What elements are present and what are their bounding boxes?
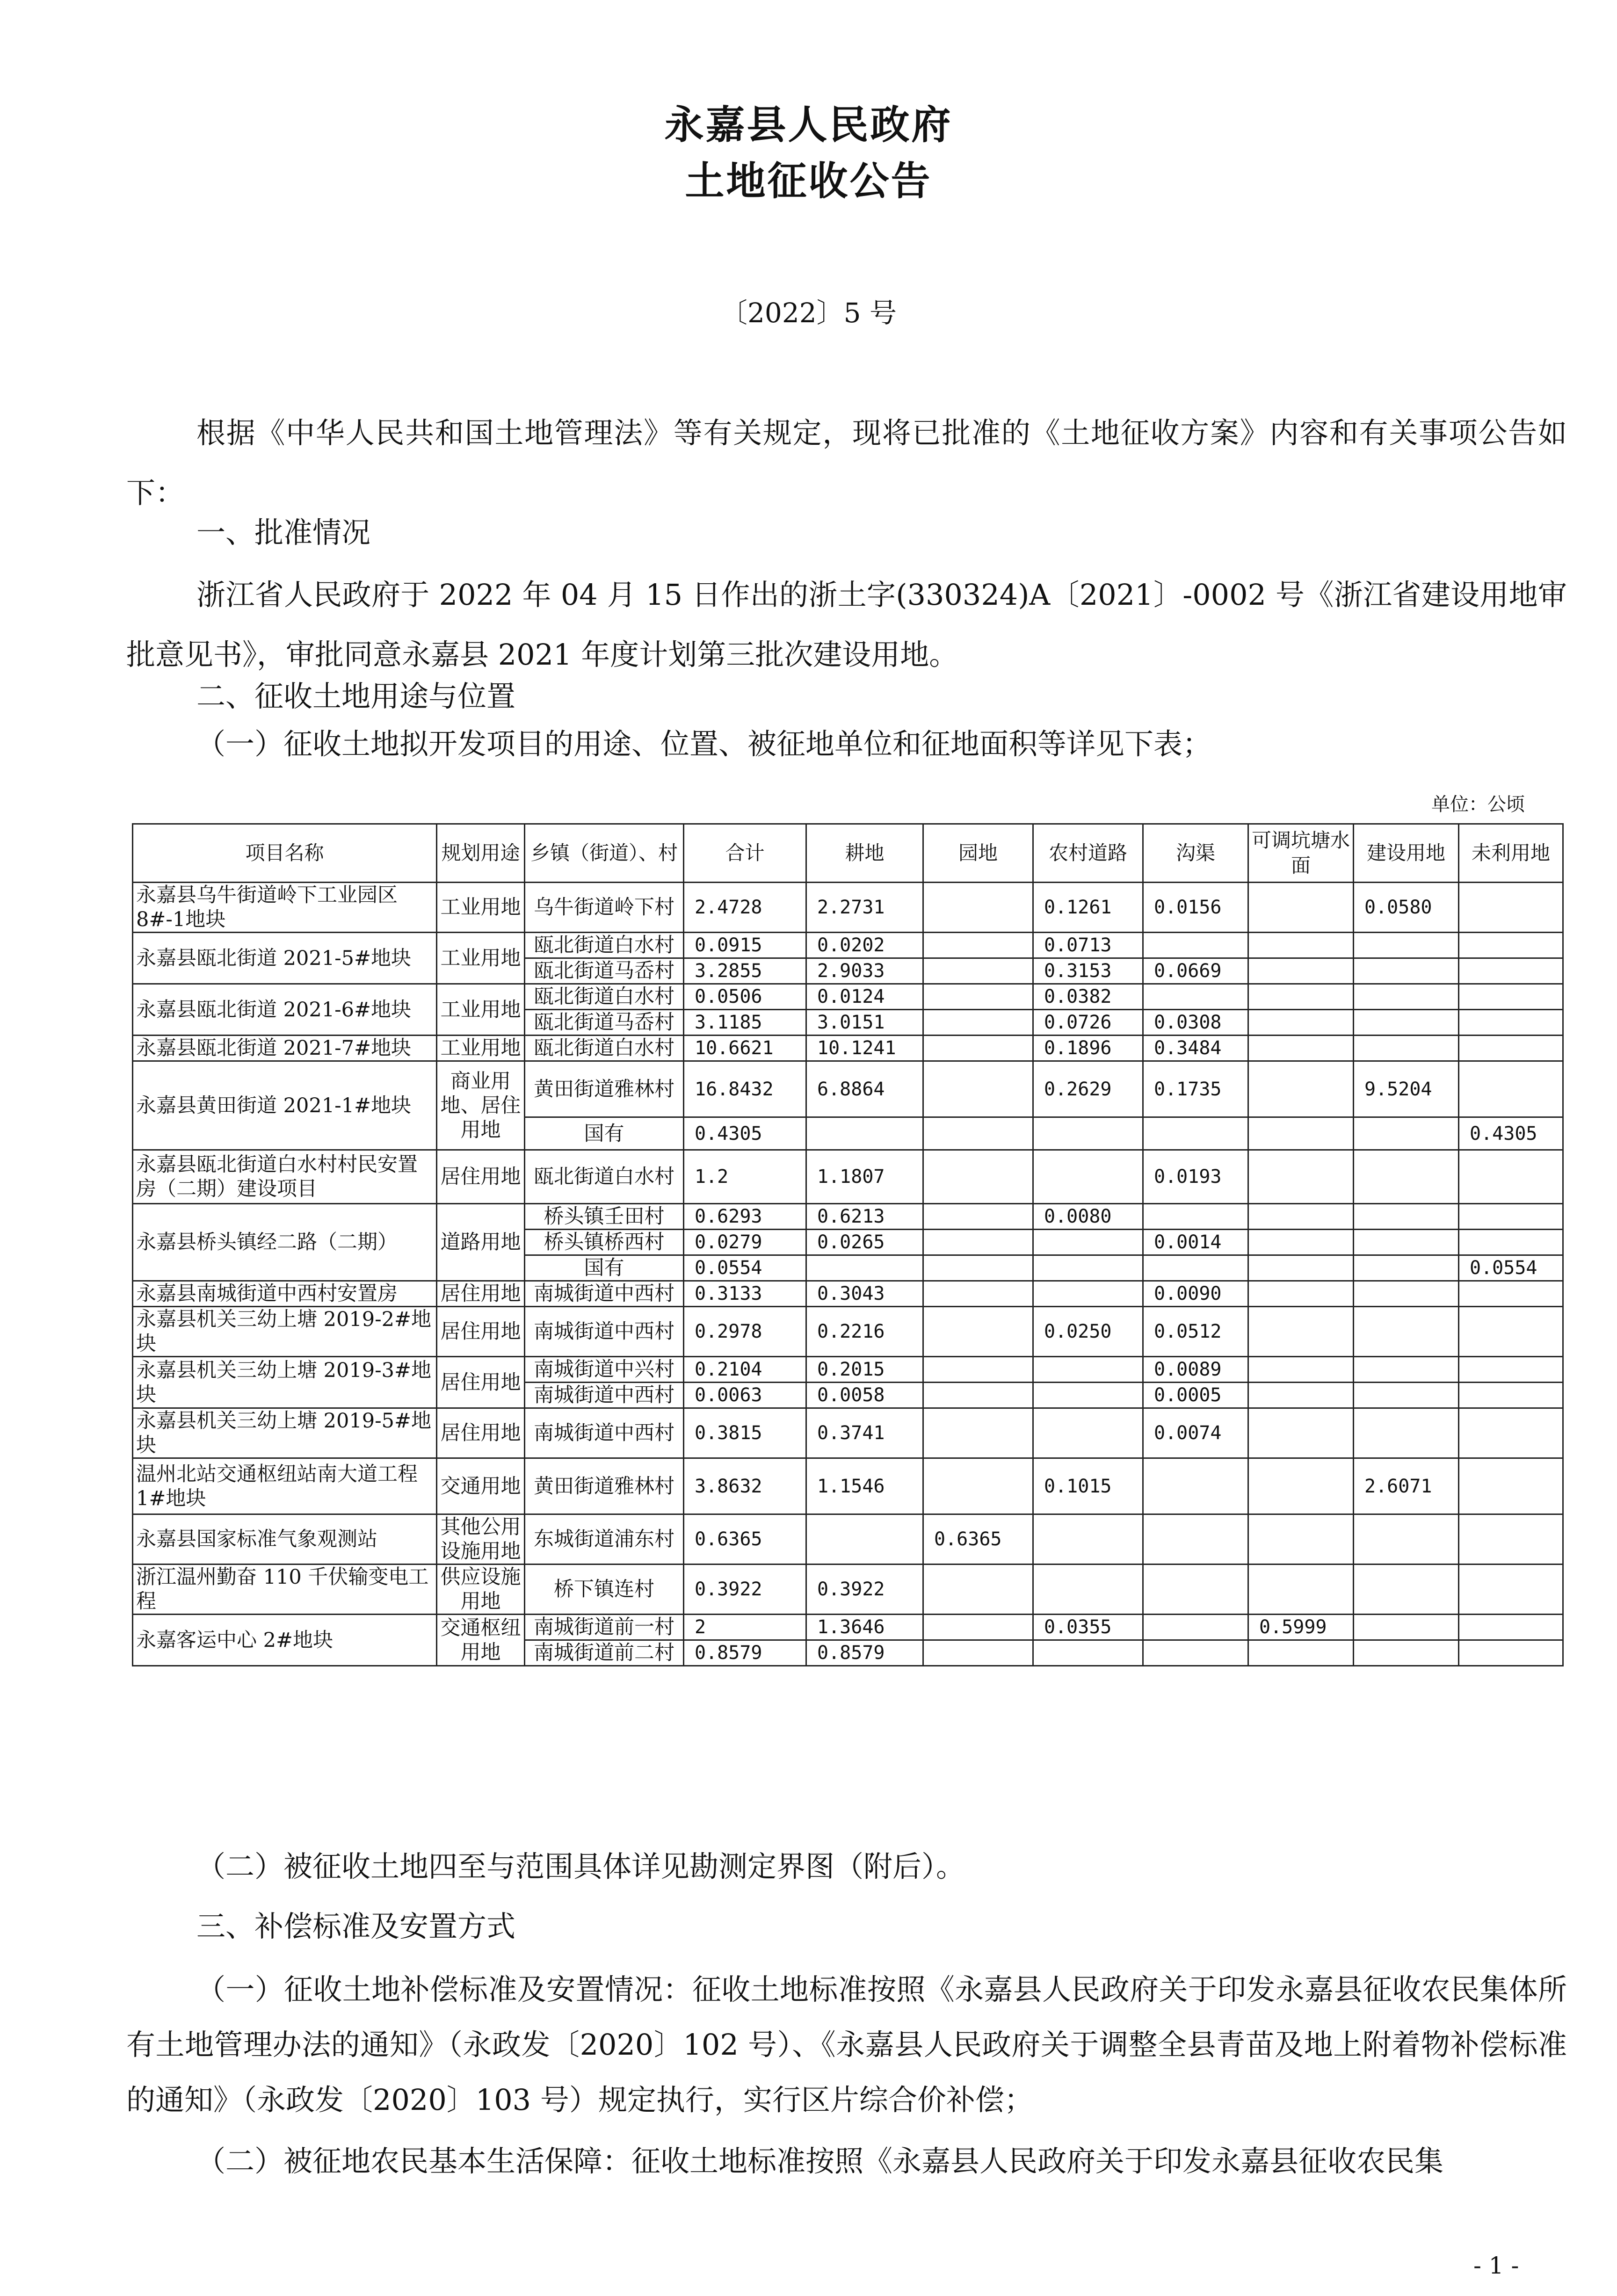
pond-cell	[1248, 1357, 1354, 1383]
project-name-cell: 永嘉县乌牛街道岭下工业园区8#-1地块	[133, 883, 437, 933]
farmland-cell: 10.1241	[806, 1036, 923, 1061]
header-cell: 合计	[684, 824, 806, 883]
project-name-cell: 永嘉县桥头镇经二路（二期）	[133, 1204, 437, 1281]
farmland-cell: 3.0151	[806, 1010, 923, 1036]
pond-cell	[1248, 1150, 1354, 1204]
total-cell: 2	[684, 1615, 806, 1640]
garden-cell	[923, 1564, 1033, 1615]
construction-cell	[1354, 1036, 1459, 1061]
pond-cell	[1248, 1061, 1354, 1117]
section2-sub2: （二）被征收土地四至与范围具体详见勘测定界图（附后）。	[196, 1849, 965, 1883]
unused-cell: 0.0554	[1459, 1255, 1563, 1281]
pond-cell	[1248, 1255, 1354, 1281]
total-cell: 0.0554	[684, 1255, 806, 1281]
garden-cell	[923, 1150, 1033, 1204]
ditch-cell	[1143, 1615, 1248, 1640]
table-row	[133, 1061, 1563, 1117]
total-cell: 0.0279	[684, 1230, 806, 1255]
construction-cell	[1354, 1564, 1459, 1615]
construction-cell	[1354, 958, 1459, 984]
village-cell: 桥头镇桥西村	[525, 1230, 684, 1255]
village-cell: 南城街道中西村	[525, 1383, 684, 1408]
garden-cell	[923, 1458, 1033, 1514]
total-cell: 10.6621	[684, 1036, 806, 1061]
farmland-cell: 0.3922	[806, 1564, 923, 1615]
ditch-cell	[1143, 1564, 1248, 1615]
construction-cell	[1354, 1150, 1459, 1204]
ditch-cell: 0.3484	[1143, 1036, 1248, 1061]
construction-cell: 9.5204	[1354, 1061, 1459, 1117]
farmland-cell: 1.1546	[806, 1458, 923, 1514]
garden-cell	[923, 1383, 1033, 1408]
ditch-cell	[1143, 1204, 1248, 1230]
farmland-cell: 2.9033	[806, 958, 923, 984]
garden-cell	[923, 1357, 1033, 1383]
project-name-cell: 永嘉县南城街道中西村安置房	[133, 1281, 437, 1307]
pond-cell	[1248, 933, 1354, 958]
road-cell	[1033, 1383, 1143, 1408]
header-cell: 沟渠	[1143, 824, 1248, 883]
unit-label: 单位：公顷	[1431, 794, 1525, 815]
construction-cell	[1354, 1281, 1459, 1307]
garden-cell	[923, 1204, 1033, 1230]
section3-sub1: （一）征收土地补偿标准及安置情况：征收土地标准按照《永嘉县人民政府关于印发永嘉县征收农民集体所有土地管理办法的通知》（永政发〔2020〕102 号）、《永嘉县人民政府关于调整全县青苗及地上附着物补偿标准的通知》（永政发〔2020〕103 号）规定执行，实行区片综合价补偿；	[126, 1972, 1567, 2117]
project-name-cell: 永嘉县机关三幼上塘 2019-5#地块	[133, 1408, 437, 1458]
table-row	[133, 883, 1563, 933]
village-cell: 南城街道中西村	[525, 1281, 684, 1307]
ditch-cell	[1143, 984, 1248, 1010]
garden-cell	[923, 1061, 1033, 1117]
planned-use-cell: 供应设施用地	[437, 1564, 525, 1615]
table-row	[133, 1615, 1563, 1640]
garden-cell	[923, 1408, 1033, 1458]
table-header-row	[133, 824, 1563, 883]
farmland-cell: 0.3043	[806, 1281, 923, 1307]
garden-cell	[923, 1117, 1033, 1150]
planned-use-cell: 交通用地	[437, 1458, 525, 1514]
table-row	[133, 1357, 1563, 1383]
pond-cell	[1248, 1281, 1354, 1307]
pond-cell	[1248, 1514, 1354, 1564]
garden-cell	[923, 1255, 1033, 1281]
village-cell: 瓯北街道马岙村	[525, 1010, 684, 1036]
farmland-cell: 0.2015	[806, 1357, 923, 1383]
unused-cell	[1459, 1408, 1563, 1458]
road-cell: 0.1015	[1033, 1458, 1143, 1514]
village-cell: 南城街道中西村	[525, 1408, 684, 1458]
road-cell: 0.0355	[1033, 1615, 1143, 1640]
construction-cell: 0.0580	[1354, 883, 1459, 933]
farmland-cell: 0.0124	[806, 984, 923, 1010]
pond-cell	[1248, 958, 1354, 984]
farmland-cell: 0.0202	[806, 933, 923, 958]
unused-cell	[1459, 984, 1563, 1010]
farmland-cell: 1.3646	[806, 1615, 923, 1640]
village-cell: 国有	[525, 1255, 684, 1281]
pond-cell	[1248, 1640, 1354, 1666]
section3-sub2: （二）被征地农民基本生活保障：征收土地标准按照《永嘉县人民政府关于印发永嘉县征收农民集	[196, 2144, 1444, 2178]
planned-use-cell: 居住用地	[437, 1307, 525, 1357]
project-name-cell: 永嘉客运中心 2#地块	[133, 1615, 437, 1666]
unused-cell	[1459, 1281, 1563, 1307]
garden-cell	[923, 1281, 1033, 1307]
total-cell: 0.0506	[684, 984, 806, 1010]
farmland-cell: 0.0058	[806, 1383, 923, 1408]
section1-text: 浙江省人民政府于 2022 年 04 月 15 日作出的浙土字(330324)A〔2021〕-0002 号《浙江省建设用地审批意见书》，审批同意永嘉县 2021 年度计划第三批次建设用地。	[126, 578, 1567, 672]
ditch-cell	[1143, 1117, 1248, 1150]
road-cell	[1033, 1230, 1143, 1255]
ditch-cell	[1143, 933, 1248, 958]
construction-cell: 2.6071	[1354, 1458, 1459, 1514]
farmland-cell	[806, 1117, 923, 1150]
ditch-cell	[1143, 1514, 1248, 1564]
road-cell: 0.0382	[1033, 984, 1143, 1010]
pond-cell	[1248, 1307, 1354, 1357]
pond-cell: 0.5999	[1248, 1615, 1354, 1640]
farmland-cell: 0.3741	[806, 1408, 923, 1458]
planned-use-cell: 居住用地	[437, 1281, 525, 1307]
pond-cell	[1248, 1010, 1354, 1036]
road-cell	[1033, 1357, 1143, 1383]
unused-cell	[1459, 1036, 1563, 1061]
section2-heading: 二、征收土地用途与位置	[196, 679, 516, 713]
village-cell: 南城街道中西村	[525, 1307, 684, 1357]
table-row	[133, 1514, 1563, 1564]
total-cell: 0.0063	[684, 1383, 806, 1408]
garden-cell	[923, 933, 1033, 958]
table-row	[133, 1150, 1563, 1204]
road-cell	[1033, 1564, 1143, 1615]
ditch-cell	[1143, 1458, 1248, 1514]
ditch-cell: 0.0014	[1143, 1230, 1248, 1255]
construction-cell	[1354, 1307, 1459, 1357]
unused-cell	[1459, 958, 1563, 984]
header-cell: 耕地	[806, 824, 923, 883]
village-cell: 瓯北街道白水村	[525, 1150, 684, 1204]
road-cell	[1033, 1117, 1143, 1150]
unused-cell	[1459, 883, 1563, 933]
unused-cell	[1459, 1230, 1563, 1255]
construction-cell	[1354, 984, 1459, 1010]
construction-cell	[1354, 1383, 1459, 1408]
unused-cell	[1459, 1061, 1563, 1117]
unused-cell	[1459, 1383, 1563, 1408]
total-cell: 0.2978	[684, 1307, 806, 1357]
land-table	[132, 823, 1564, 1666]
unused-cell	[1459, 1010, 1563, 1036]
unused-cell	[1459, 1150, 1563, 1204]
garden-cell	[923, 1010, 1033, 1036]
project-name-cell: 永嘉县瓯北街道 2021-7#地块	[133, 1036, 437, 1061]
village-cell: 瓯北街道马岙村	[525, 958, 684, 984]
planned-use-cell: 工业用地	[437, 883, 525, 933]
section1-heading: 一、批准情况	[196, 515, 371, 550]
garden-cell	[923, 1640, 1033, 1666]
project-name-cell: 永嘉县黄田街道 2021-1#地块	[133, 1061, 437, 1150]
total-cell: 3.8632	[684, 1458, 806, 1514]
page-number: - 1 -	[1473, 2252, 1519, 2279]
header-cell: 可调坑塘水面	[1248, 824, 1354, 883]
planned-use-cell: 工业用地	[437, 984, 525, 1036]
village-cell: 南城街道前一村	[525, 1615, 684, 1640]
road-cell	[1033, 1640, 1143, 1666]
ditch-cell: 0.1735	[1143, 1061, 1248, 1117]
section3-heading: 三、补偿标准及安置方式	[196, 1909, 516, 1943]
table-row	[133, 984, 1563, 1010]
header-cell: 园地	[923, 824, 1033, 883]
header-cell: 规划用途	[437, 824, 525, 883]
table-row	[133, 1204, 1563, 1230]
unused-cell: 0.4305	[1459, 1117, 1563, 1150]
construction-cell	[1354, 1357, 1459, 1383]
construction-cell	[1354, 1615, 1459, 1640]
garden-cell	[923, 1307, 1033, 1357]
road-cell: 0.1896	[1033, 1036, 1143, 1061]
village-cell: 南城街道中兴村	[525, 1357, 684, 1383]
total-cell: 0.8579	[684, 1640, 806, 1666]
planned-use-cell: 居住用地	[437, 1150, 525, 1204]
project-name-cell: 永嘉县瓯北街道 2021-5#地块	[133, 933, 437, 984]
total-cell: 0.0915	[684, 933, 806, 958]
ditch-cell: 0.0308	[1143, 1010, 1248, 1036]
unused-cell	[1459, 1458, 1563, 1514]
pond-cell	[1248, 984, 1354, 1010]
pond-cell	[1248, 883, 1354, 933]
intro-paragraph: 根据《中华人民共和国土地管理法》等有关规定，现将已批准的《土地征收方案》内容和有关事项公告如下：	[126, 416, 1567, 510]
farmland-cell: 6.8864	[806, 1061, 923, 1117]
pond-cell	[1248, 1204, 1354, 1230]
pond-cell	[1248, 1383, 1354, 1408]
ditch-cell: 0.0074	[1143, 1408, 1248, 1458]
ditch-cell: 0.0005	[1143, 1383, 1248, 1408]
project-name-cell: 永嘉县瓯北街道 2021-6#地块	[133, 984, 437, 1036]
road-cell: 0.0713	[1033, 933, 1143, 958]
village-cell: 乌牛街道岭下村	[525, 883, 684, 933]
planned-use-cell: 居住用地	[437, 1357, 525, 1408]
ditch-cell: 0.0512	[1143, 1307, 1248, 1357]
road-cell: 0.3153	[1033, 958, 1143, 984]
planned-use-cell: 居住用地	[437, 1408, 525, 1458]
garden-cell	[923, 1036, 1033, 1061]
total-cell: 3.1185	[684, 1010, 806, 1036]
construction-cell	[1354, 1204, 1459, 1230]
total-cell: 3.2855	[684, 958, 806, 984]
header-cell: 建设用地	[1354, 824, 1459, 883]
farmland-cell: 2.2731	[806, 883, 923, 933]
ditch-cell: 0.0090	[1143, 1281, 1248, 1307]
construction-cell	[1354, 933, 1459, 958]
ditch-cell: 0.0156	[1143, 883, 1248, 933]
document-number: 〔2022〕5 号	[720, 297, 897, 329]
village-cell: 国有	[525, 1117, 684, 1150]
village-cell: 南城街道前二村	[525, 1640, 684, 1666]
table-row	[133, 1458, 1563, 1514]
planned-use-cell: 工业用地	[437, 1036, 525, 1061]
farmland-cell: 0.0265	[806, 1230, 923, 1255]
farmland-cell: 0.2216	[806, 1307, 923, 1357]
construction-cell	[1354, 1010, 1459, 1036]
project-name-cell: 温州北站交通枢纽站南大道工程1#地块	[133, 1458, 437, 1514]
pond-cell	[1248, 1458, 1354, 1514]
ditch-cell: 0.0669	[1143, 958, 1248, 984]
total-cell: 0.3133	[684, 1281, 806, 1307]
total-cell: 2.4728	[684, 883, 806, 933]
ditch-cell	[1143, 1640, 1248, 1666]
farmland-cell: 0.6213	[806, 1204, 923, 1230]
total-cell: 0.3815	[684, 1408, 806, 1458]
project-name-cell: 浙江温州勤奋 110 千伏输变电工程	[133, 1564, 437, 1615]
road-cell	[1033, 1255, 1143, 1281]
project-name-cell: 永嘉县国家标准气象观测站	[133, 1514, 437, 1564]
planned-use-cell: 交通枢纽用地	[437, 1615, 525, 1666]
total-cell: 0.2104	[684, 1357, 806, 1383]
road-cell: 0.2629	[1033, 1061, 1143, 1117]
village-cell: 黄田街道雅林村	[525, 1458, 684, 1514]
construction-cell	[1354, 1514, 1459, 1564]
unused-cell	[1459, 1640, 1563, 1666]
pond-cell	[1248, 1036, 1354, 1061]
unused-cell	[1459, 1307, 1563, 1357]
road-cell	[1033, 1281, 1143, 1307]
pond-cell	[1248, 1564, 1354, 1615]
road-cell: 0.0726	[1033, 1010, 1143, 1036]
farmland-cell	[806, 1255, 923, 1281]
construction-cell	[1354, 1230, 1459, 1255]
road-cell	[1033, 1150, 1143, 1204]
garden-cell	[923, 984, 1033, 1010]
unused-cell	[1459, 1615, 1563, 1640]
project-name-cell: 永嘉县机关三幼上塘 2019-3#地块	[133, 1357, 437, 1408]
ditch-cell: 0.0089	[1143, 1357, 1248, 1383]
pond-cell	[1248, 1408, 1354, 1458]
village-cell: 桥下镇连村	[525, 1564, 684, 1615]
header-cell: 乡镇（街道）、村	[525, 824, 684, 883]
village-cell: 桥头镇壬田村	[525, 1204, 684, 1230]
project-name-cell: 永嘉县机关三幼上塘 2019-2#地块	[133, 1307, 437, 1357]
page-subtitle: 土地征收公告	[685, 158, 932, 204]
village-cell: 瓯北街道白水村	[525, 933, 684, 958]
pond-cell	[1248, 1117, 1354, 1150]
table-row	[133, 1281, 1563, 1307]
ditch-cell: 0.0193	[1143, 1150, 1248, 1204]
village-cell: 黄田街道雅林村	[525, 1061, 684, 1117]
planned-use-cell: 道路用地	[437, 1204, 525, 1281]
garden-cell	[923, 958, 1033, 984]
unused-cell	[1459, 1204, 1563, 1230]
planned-use-cell: 其他公用设施用地	[437, 1514, 525, 1564]
village-cell: 东城街道浦东村	[525, 1514, 684, 1564]
total-cell: 0.6365	[684, 1514, 806, 1564]
header-cell: 农村道路	[1033, 824, 1143, 883]
page-title: 永嘉县人民政府	[664, 102, 953, 148]
planned-use-cell: 工业用地	[437, 933, 525, 984]
unused-cell	[1459, 1357, 1563, 1383]
total-cell: 0.6293	[684, 1204, 806, 1230]
construction-cell	[1354, 1117, 1459, 1150]
total-cell: 16.8432	[684, 1061, 806, 1117]
farmland-cell	[806, 1514, 923, 1564]
ditch-cell	[1143, 1255, 1248, 1281]
garden-cell	[923, 1230, 1033, 1255]
garden-cell: 0.6365	[923, 1514, 1033, 1564]
table-row	[133, 1307, 1563, 1357]
road-cell: 0.1261	[1033, 883, 1143, 933]
unused-cell	[1459, 1514, 1563, 1564]
table-row	[133, 1036, 1563, 1061]
construction-cell	[1354, 1255, 1459, 1281]
road-cell: 0.0080	[1033, 1204, 1143, 1230]
farmland-cell: 1.1807	[806, 1150, 923, 1204]
header-cell: 未利用地	[1459, 824, 1563, 883]
total-cell: 0.3922	[684, 1564, 806, 1615]
garden-cell	[923, 1615, 1033, 1640]
unused-cell	[1459, 1564, 1563, 1615]
unused-cell	[1459, 933, 1563, 958]
construction-cell	[1354, 1640, 1459, 1666]
header-cell: 项目名称	[133, 824, 437, 883]
table-row	[133, 1564, 1563, 1615]
farmland-cell: 0.8579	[806, 1640, 923, 1666]
table-row	[133, 1408, 1563, 1458]
village-cell: 瓯北街道白水村	[525, 1036, 684, 1061]
pond-cell	[1248, 1230, 1354, 1255]
total-cell: 1.2	[684, 1150, 806, 1204]
total-cell: 0.4305	[684, 1117, 806, 1150]
village-cell: 瓯北街道白水村	[525, 984, 684, 1010]
planned-use-cell: 商业用地、居住用地	[437, 1061, 525, 1150]
garden-cell	[923, 883, 1033, 933]
project-name-cell: 永嘉县瓯北街道白水村村民安置房（二期）建设项目	[133, 1150, 437, 1204]
road-cell	[1033, 1514, 1143, 1564]
road-cell	[1033, 1408, 1143, 1458]
road-cell: 0.0250	[1033, 1307, 1143, 1357]
section2-sub1: （一）征收土地拟开发项目的用途、位置、被征地单位和征地面积等详见下表；	[196, 727, 1212, 761]
table-row	[133, 933, 1563, 958]
construction-cell	[1354, 1408, 1459, 1458]
